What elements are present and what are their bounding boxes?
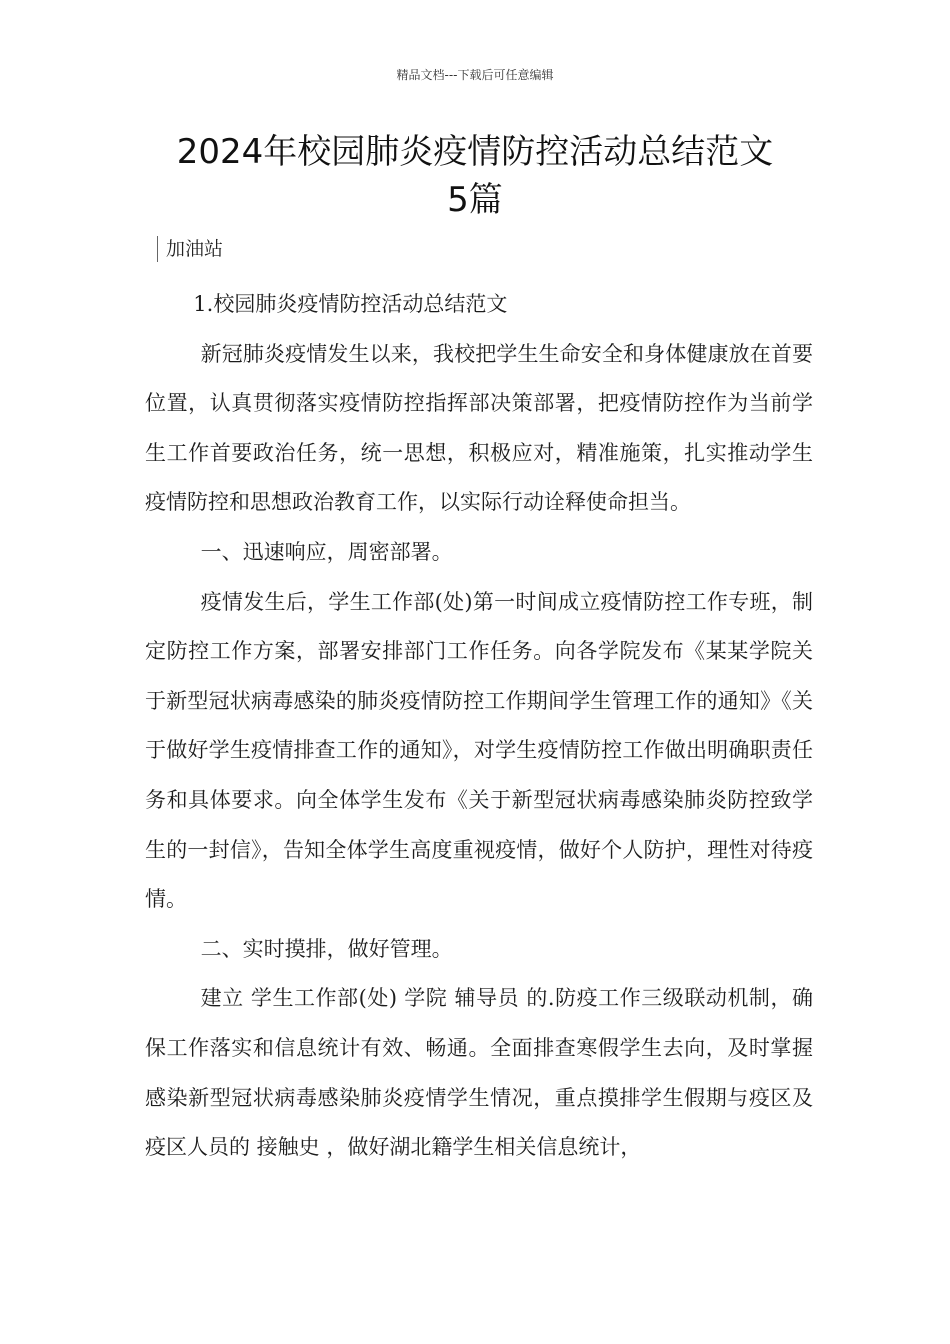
section-subtitle: 1.校园肺炎疫情防控活动总结范文: [193, 292, 508, 316]
document-body: [145, 280, 813, 1173]
paragraph-management: 建立 学生工作部(处) 学院 辅导员 的.防疫工作三级联动机制，确保工作落实和信息统计有效、畅通。全面排查寒假学生去向，及时掌握感染新型冠状病毒感染肺炎疫情学生情况，重点摸排学生假期与疫区及疫区人员的 接触史 ，做好湖北籍学生相关信息统计，: [145, 986, 813, 1160]
source-label: 加油站: [157, 236, 223, 262]
paragraph-deployment: 疫情发生后，学生工作部(处)第一时间成立疫情防控工作专班，制定防控工作方案，部署安排部门工作任务。向各学院发布《某某学院关于新型冠状病毒感染的肺炎疫情防控工作期间学生管理工作的通知》《关于做好学生疫情排查工作的通知》，对学生疫情防控工作做出明确职责任务和具体要求。向全体学生发布《关于新型冠状病毒感染肺炎防控致学生的一封信》，告知全体学生高度重视疫情，做好个人防护，理性对待疫情。: [145, 589, 813, 912]
section-heading-1: 一、迅速响应，周密部署。: [200, 539, 453, 564]
page-header-watermark: 精品文档---下载后可任意编辑: [396, 68, 554, 82]
title-line-2: 5篇: [447, 180, 503, 220]
title-line-1: 2024年校园肺炎疫情防控活动总结范文: [176, 132, 774, 172]
document-title: [100, 128, 850, 224]
paragraph-intro: 新冠肺炎疫情发生以来，我校把学生生命安全和身体健康放在首要位置，认真贯彻落实疫情防控指挥部决策部署，把疫情防控作为当前学生工作首要政治任务，统一思想，积极应对，精准施策，扎实推动学生疫情防控和思想政治教育工作，以实际行动诠释使命担当。: [145, 341, 813, 515]
section-heading-2: 二、实时摸排，做好管理。: [200, 936, 453, 961]
